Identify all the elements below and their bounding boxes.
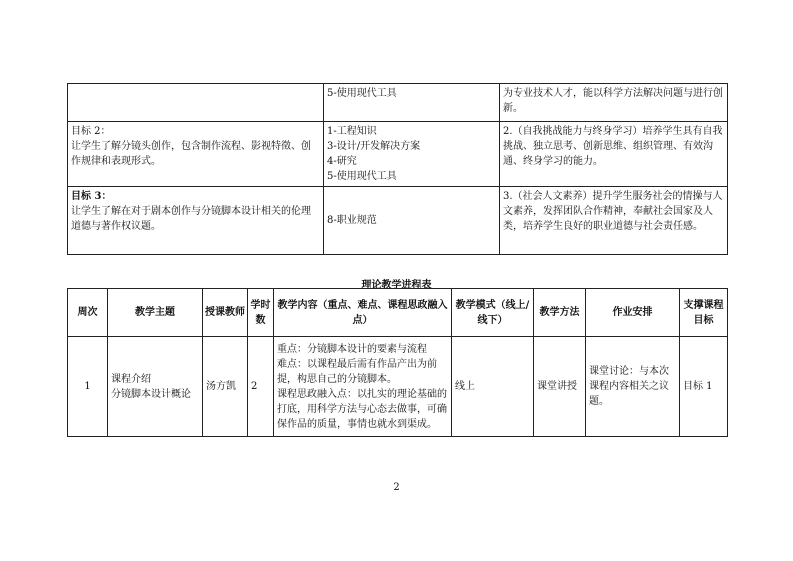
support-cell: 2.（自我挑战能力与终身学习）培养学生具有自我挑战、独立思考、创新思维、组织管理、有效沟通、终身学习的能力。 — [500, 122, 728, 187]
indicator-item: 3-设计/开发解决方案 — [327, 141, 421, 152]
indicator-item: 5-使用现代工具 — [327, 171, 397, 182]
content-line: 重点：分镜脚本设计的要素与流程 — [277, 343, 427, 355]
indicator-item: 8-职业规范 — [327, 215, 377, 226]
header-mode: 教学模式（线上/线下） — [452, 289, 534, 337]
cell-topic — [108, 337, 203, 437]
cell-method: 课堂讲授 — [534, 337, 586, 437]
objectives-row — [68, 84, 728, 122]
goal-title: 目标 3： — [71, 191, 112, 202]
cell-week: 1 — [68, 337, 108, 437]
objectives-table — [67, 83, 728, 255]
schedule-header-row — [68, 289, 728, 337]
content-line: 课程思政融入点：以扎实的理论基础的打底，用科学方法与心态去做事，可确保作品的质量，事情也就水到渠成。 — [277, 388, 447, 430]
goal-title: 目标 2： — [71, 126, 111, 137]
cell-mode: 线上 — [452, 337, 534, 437]
support-cell: 为专业技术人才，能以科学方法解决问题与进行创新。 — [500, 84, 728, 122]
objectives-row — [68, 122, 728, 187]
header-goal: 支撑课程目标 — [680, 289, 728, 337]
table-row — [68, 337, 728, 437]
cell-homework: 课堂讨论：与本次课程内容相关之议题。 — [586, 337, 680, 437]
goal-cell — [68, 187, 324, 255]
topic-line: 课程介绍 — [111, 373, 151, 385]
support-cell: 3.（社会人文素养）提升学生服务社会的情操与人文素养，发挥团队合作精神，奉献社会国家及人类，培养学生良好的职业道德与社会责任感。 — [500, 187, 728, 255]
header-method: 教学方法 — [534, 289, 586, 337]
header-topic: 教学主题 — [108, 289, 203, 337]
goal-cell — [68, 122, 324, 187]
schedule-caption: 理论教学进程表 — [361, 280, 432, 291]
content-line: 难点：以课程最后需有作品产出为前提，构思自己的分镜脚本。 — [277, 358, 437, 385]
cell-goal: 目标 1 — [680, 337, 728, 437]
header-content: 教学内容（重点、难点、课程思政融入点） — [274, 289, 452, 337]
topic-line: 分镜脚本设计概论 — [111, 388, 191, 400]
goal-body: 让学生了解分镜头创作，包含制作流程、影视特徵、创作规律和表现形式。 — [71, 141, 311, 167]
indicator-item: 4-研究 — [327, 156, 357, 167]
schedule-table — [67, 288, 728, 437]
cell-hours: 2 — [248, 337, 274, 437]
cell-teacher: 汤方凯 — [203, 337, 248, 437]
indicator-cell — [324, 187, 500, 255]
indicator-item: 5-使用现代工具 — [327, 88, 397, 99]
header-teacher: 授课教师 — [203, 289, 248, 337]
cell-content — [274, 337, 452, 437]
indicator-cell — [324, 122, 500, 187]
indicator-cell — [324, 84, 500, 122]
page-number: 2 — [393, 482, 400, 493]
header-homework: 作业安排 — [586, 289, 680, 337]
indicator-item: 1-工程知识 — [327, 126, 377, 137]
header-week: 周次 — [68, 289, 108, 337]
goal-cell — [68, 84, 324, 122]
goal-body: 让学生了解在对于剧本创作与分镜脚本设计相关的伦理道德与著作权议题。 — [71, 206, 311, 232]
header-hours: 学时数 — [248, 289, 274, 337]
objectives-row — [68, 187, 728, 255]
